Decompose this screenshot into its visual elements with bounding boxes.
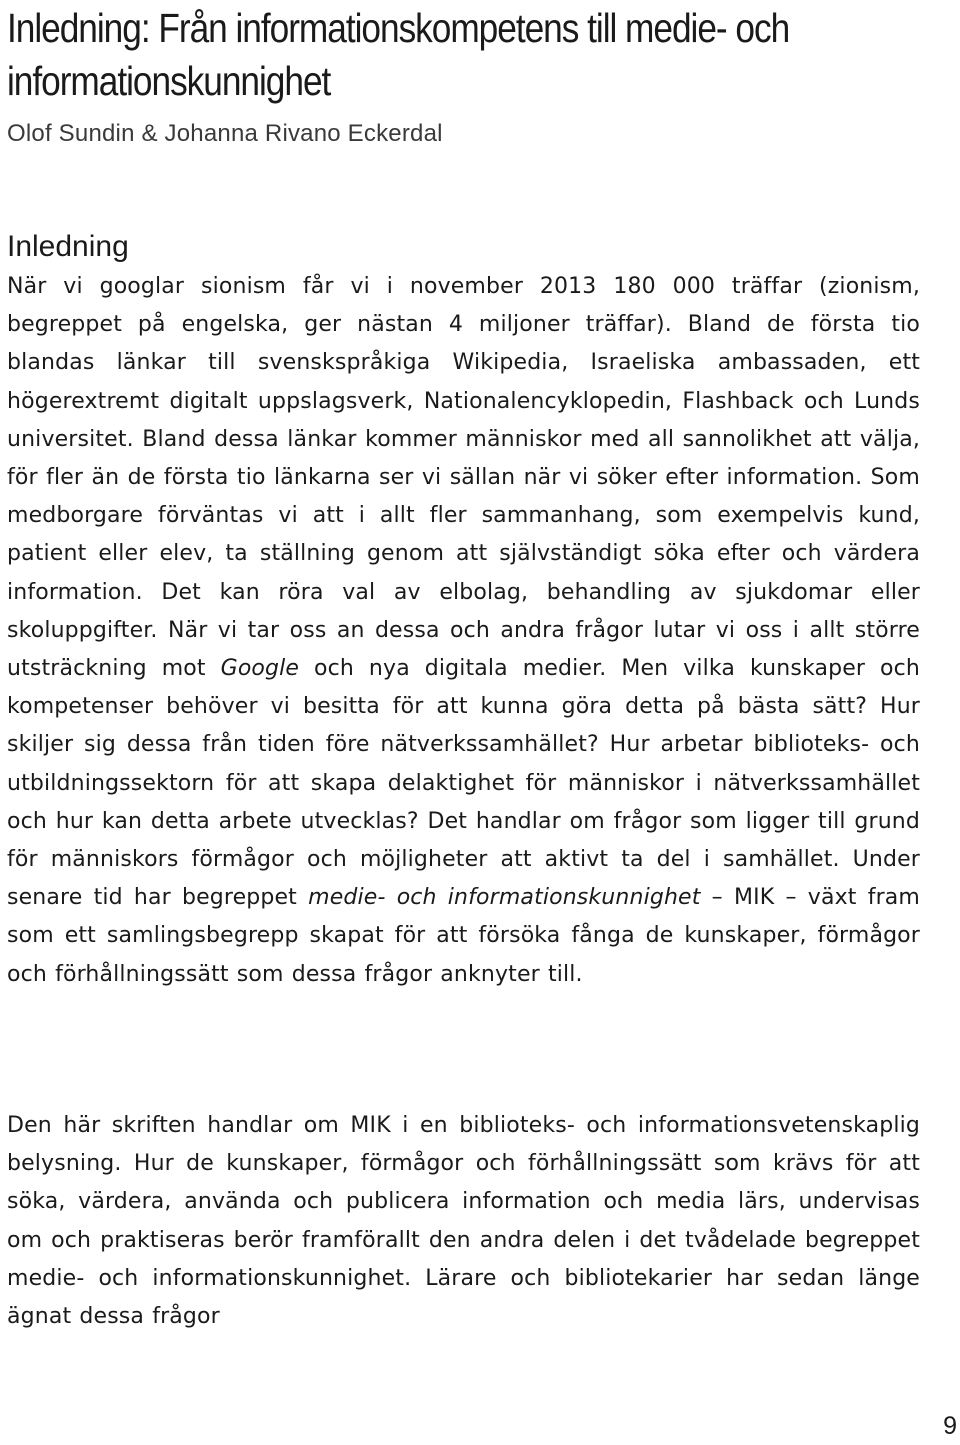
paragraph-1-italic-mik-term: medie- och informationskunnighet [308, 885, 701, 911]
body-paragraph-2: Den här skriften handlar om MIK i en biblioteks- och informationsvetenskaplig belysning. Hur de kunskaper, förmågor och förhållningssätt som krävs för att söka, värdera, använda och publicera information och media lärs, undervisas om och praktiseras berör framförallt den andra delen i det tvådelade begreppet medie- och informationskunnighet. Lärare och bibliotekarier har sedan länge ägnat dessa frågor [7, 1113, 920, 1330]
paragraph-1-italic-google: Google [220, 656, 300, 682]
section-heading: Inledning [7, 230, 129, 263]
body-paragraph-1 [7, 268, 920, 994]
page-number: 9 [943, 1412, 957, 1440]
chapter-title: Inledning: Från informationskompetens till medie- och informationskunnighet [7, 5, 790, 104]
paragraph-1-text-a: När vi googlar sionism får vi i november 2013 180 000 träffar (zionism, begreppet på engelska, ger nästan 4 miljoner träffar). Bland de första tio blandas länkar till svenskspråkiga Wikipedia, Israeliska ambassaden, ett högerextremt digitalt uppslagsverk, Nationalencyklopedin, Flashback och Lunds universitet. Bland dessa länkar kommer människor med all sannolikhet att välja, för fler än de första tio länkarna ser vi sällan när vi söker efter information. Som medborgare förväntas vi att i allt fler sammanhang, som exempelvis kund, patient eller elev, ta ställning genom att självständigt söka efter och värdera information. Det kan röra val av elbolag, behandling av sjukdomar eller skoluppgifter. När vi tar oss an dessa och andra frågor lutar vi oss i allt större utsträckning mot [7, 274, 920, 682]
paragraph-1-text-b: och nya digitala medier. Men vilka kunskaper och kompetenser behöver vi besitta för att kunna göra detta på bästa sätt? Hur skiljer sig dessa från tiden före nätverkssamhället? Hur arbetar biblioteks- och utbildningssektorn för att skapa delaktighet för människor i nätverkssamhället och hur kan detta arbete utvecklas? Det handlar om frågor som ligger till grund för människors förmågor och möjligheter att aktivt ta del i samhället. Under senare tid har begreppet [7, 656, 920, 911]
paragraph-1-text-c: – MIK – växt fram som ett samlingsbegrepp skapat för att försöka fånga de kunskaper, förmågor och förhållningssätt som dessa frågor anknyter till. [7, 885, 920, 987]
chapter-authors: Olof Sundin & Johanna Rivano Eckerdal [7, 120, 443, 147]
